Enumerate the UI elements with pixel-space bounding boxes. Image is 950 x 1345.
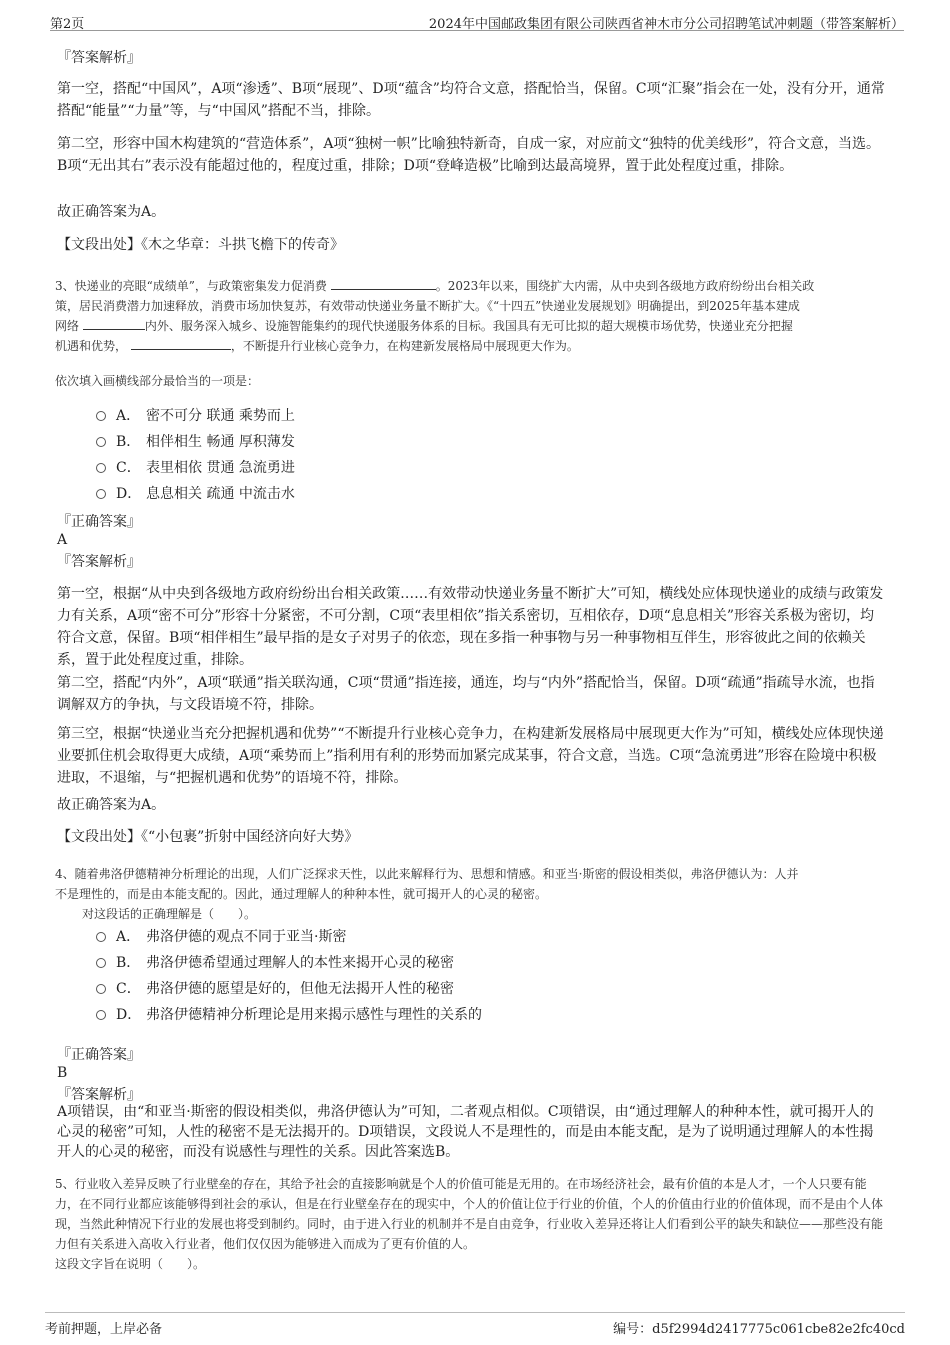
q3-analysis-label: 『答案解析』 (57, 554, 141, 570)
q4-option-c[interactable]: C． 弗洛伊德的愿望是好的，但他无法揭开人性的秘密 (96, 979, 454, 999)
q2-conclusion: 故正确答案为A。 (57, 204, 166, 220)
radio-icon[interactable] (96, 932, 106, 942)
footer-serial: 编号：d5f2994d2417775c061cbe82e2fc40cd (613, 1322, 905, 1337)
radio-icon[interactable] (96, 1010, 106, 1020)
q4-option-a[interactable]: A． 弗洛伊德的观点不同于亚当·斯密 (96, 927, 346, 947)
q3-prompt: 依次填入画横线部分最恰当的一项是： (55, 374, 260, 388)
q3-analysis-p2: 第二空，搭配“内外”，A项“联通”指关联沟通，C项“贯通”指连接，通连，均与“内外”搭配恰当，保留。D项“疏通”指疏导水流，也指调解双方的争执，与文段语境不符，排除。 (57, 675, 875, 713)
page-footer (45, 1312, 905, 1337)
q3-option-d[interactable]: D． 息息相关 疏通 中流击水 (96, 484, 295, 504)
q4-analysis: A项错误，由“和亚当·斯密的假设相类似，弗洛伊德认为”可知，二者观点相似。C项错误，由“通过理解人的种种本性，就可揭开人的心灵的秘密”可知，人性的秘密不是无法揭开的。D项错误，文段说人不是理性的，而是由本能支配，是为了说明通过理解人的本性揭开人的心灵的秘密，而没有说感性与理性的关系。因此答案选B。 (57, 1104, 874, 1160)
q2-source: 【文段出处】《木之华章：斗拱飞檐下的传奇》 (57, 237, 344, 253)
q4-prompt: 对这段话的正确理解是（ ）。 (82, 907, 257, 921)
q3-source: 【文段出处】《“小包裹”折射中国经济向好大势》 (57, 829, 359, 845)
q3-analysis-p3: 第三空，根据“快递业当充分把握机遇和优势”“不断提升行业核心竞争力，在构建新发展格局中展现更大作为”可知，横线处应体现快递业要抓住机会取得更大成绩，A项“乘势而上”指利用有利的形势而加紧完成某事，符合文意，当选。C项“急流勇进”形容在险境中积极进取，不退缩，与“把握机遇和优势”的语境不符，排除。 (57, 726, 884, 786)
q3-option-a[interactable]: A． 密不可分 联通 乘势而上 (96, 406, 295, 426)
radio-icon[interactable] (96, 958, 106, 968)
q2-analysis-label: 『答案解析』 (57, 50, 141, 66)
q4-option-d[interactable]: D． 弗洛伊德精神分析理论是用来揭示感性与理性的关系的 (96, 1005, 482, 1025)
blank-3 (131, 337, 231, 350)
document-title: 2024年中国邮政集团有限公司陕西省神木市分公司招聘笔试冲刺题（带答案解析） (428, 17, 904, 32)
q3-stem: 3、快递业的亮眼“成绩单”，与政策密集发力促消费 。2023年以来，围绕扩大内需，从中央到各级地方政府纷纷出台相关政 策，居民消费潜力加速释放，消费市场加快复苏，有效带动快递业务量不断扩大。《“十四五”快递业发展规划》明确提出，到2025年基本建成 网络 内外、服务深入城乡、设施智能集约的现代快递服务体系的目标。我国具有无可比拟的超大规模市场优势，快递业充分把握 机遇和优势， ，不断提升行业核心竞争力，在构建新发展格局中展现更大作为。 (55, 279, 815, 353)
radio-icon[interactable] (96, 411, 106, 421)
footer-slogan: 考前押题，上岸必备 (45, 1322, 163, 1337)
blank-1 (331, 277, 436, 290)
q3-conclusion: 故正确答案为A。 (57, 797, 166, 813)
q4-option-b[interactable]: B． 弗洛伊德希望通过理解人的本性来揭开心灵的秘密 (96, 953, 454, 973)
q4-stem: 4、随着弗洛伊德精神分析理论的出现，人们广泛探求天性，以此来解释行为、思想和情感。和亚当·斯密的假设相类似，弗洛伊德认为：人并 不是理性的，而是由本能支配的。因此，通过理解人的种种本性，就可揭开人的心灵的秘密。 (55, 867, 799, 901)
q3-option-b[interactable]: B． 相伴相生 畅通 厚积薄发 (96, 432, 295, 452)
page-header (50, 10, 904, 31)
q3-analysis-p1: 第一空，根据“从中央到各级地方政府纷纷出台相关政策……有效带动快递业务量不断扩大”可知，横线处应体现快递业的成绩与政策发力有关系，A项“密不可分”形容十分紧密，不可分割，C项“表里相依”指关系密切，互相依存，D项“息息相关”形容关系极为密切，均符合文意，保留。B项“相伴相生”最早指的是女子对男子的依恋，现在多指一种事物与另一种事物相互伴生，形容彼此之间的依赖关系，置于此处程度过重，排除。 (57, 586, 884, 668)
radio-icon[interactable] (96, 463, 106, 473)
radio-icon[interactable] (96, 437, 106, 447)
q3-option-c[interactable]: C． 表里相依 贯通 急流勇进 (96, 458, 295, 478)
q3-answer-label: 『正确答案』 (57, 514, 141, 530)
radio-icon[interactable] (96, 984, 106, 994)
q5-stem: 5、行业收入差异反映了行业壁垒的存在，其给予社会的直接影响就是个人的价值可能是无用的。在市场经济社会，最有价值的本是人才，一个人只要有能力，在不同行业都应该能够得到社会的承认，但是在行业壁垒存在的现实中，个人的价值让位于行业的价值，个人的价值由行业的价值体现，而不是由个人体现，当然此种情况下行业的发展也将受到制约。同时，由于进入行业的机制并不是自由竞争，行业收入差异还将让人们看到公平的缺失和缺位——那些没有能力但有关系进入高收入行业者，他们仅仅因为能够进入而成为了更有价值的人。 (55, 1177, 884, 1251)
q4-answer-label: 『正确答案』 (57, 1047, 141, 1063)
q4-answer: B (57, 1065, 68, 1081)
page-number: 第2页 (50, 17, 85, 32)
q3-answer: A (57, 532, 68, 548)
blank-2 (83, 317, 145, 330)
q2-analysis-p1: 第一空，搭配“中国风”，A项“渗透”、B项“展现”、D项“蕴含”均符合文意，搭配恰当，保留。C项“汇聚”指会在一处，没有分开，通常搭配“能量”“力量”等，与“中国风”搭配不当，排除。 (57, 81, 885, 119)
q5-prompt: 这段文字旨在说明（ ）。 (55, 1257, 206, 1271)
q2-analysis-p2: 第二空，形容中国木构建筑的“营造体系”，A项“独树一帜”比喻独特新奇，自成一家，对应前文“独特的优美线形”，符合文意，当选。B项“无出其右”表示没有能超过他的，程度过重，排除；D项“登峰造极”比喻到达最高境界，置于此处程度过重，排除。 (57, 136, 881, 174)
q4-analysis-label: 『答案解析』 (57, 1087, 141, 1103)
radio-icon[interactable] (96, 489, 106, 499)
